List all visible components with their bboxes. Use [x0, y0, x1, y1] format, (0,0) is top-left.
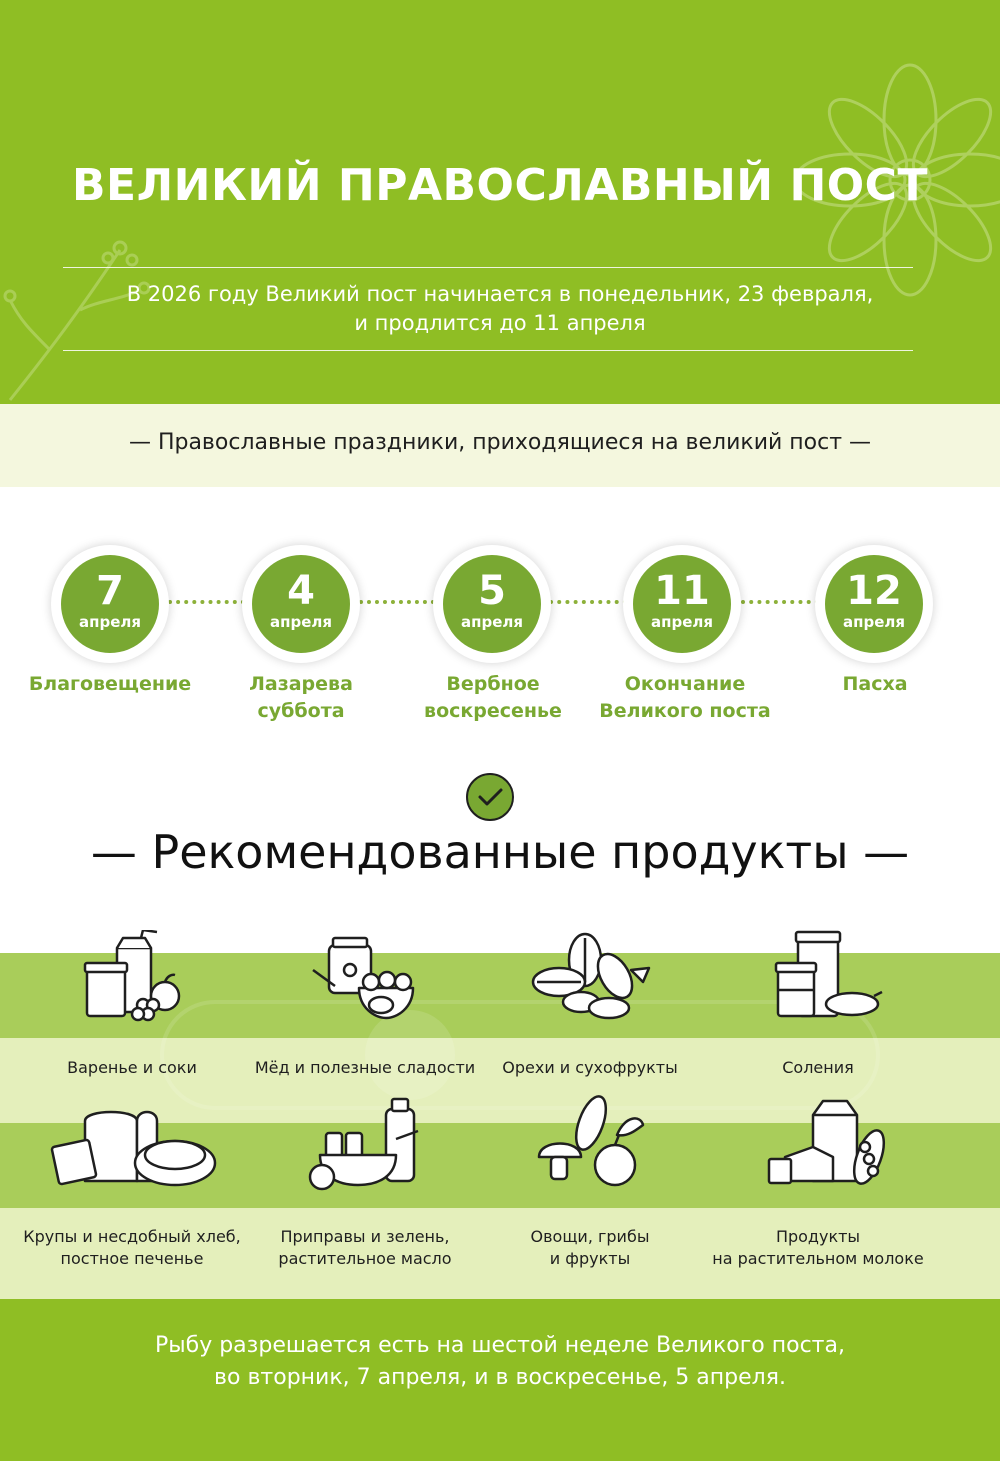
- holiday-name-annunciation: Благовещение: [28, 673, 192, 695]
- date-badge-easter: [815, 545, 933, 663]
- spices-oil-icon: [300, 1095, 430, 1195]
- date-day: 7: [96, 568, 124, 614]
- holidays-timeline: [0, 545, 1000, 735]
- date-day: 12: [846, 568, 902, 614]
- date-month: апреля: [650, 613, 713, 631]
- date-badge-annunciation: [51, 545, 169, 663]
- date-badge-end-of-lent: [623, 545, 741, 663]
- product-spices-oil: [245, 1095, 485, 1195]
- date-badge-lazarus-saturday: [242, 545, 360, 663]
- jam-juice-icon: [77, 930, 187, 1025]
- holiday-name-lazarus-saturday: Лазарева суббота: [249, 673, 353, 722]
- product-plant-milk: [706, 1095, 946, 1195]
- timeline-connector: [168, 600, 245, 604]
- product-vegetables-mushrooms: [470, 1095, 710, 1195]
- footer-line-1: Рыбу разрешается есть на шестой неделе Великого поста,: [155, 1333, 845, 1358]
- product-label-plant-milk: Продукты на растительном молоке: [712, 1227, 924, 1268]
- date-month: апреля: [842, 613, 905, 631]
- date-day: 5: [478, 568, 506, 614]
- date-month: апреля: [460, 613, 523, 631]
- date-badge-palm-sunday: [433, 545, 551, 663]
- date-day: 4: [287, 568, 315, 614]
- pickles-icon: [766, 930, 886, 1025]
- product-label-spices-oil: Приправы и зелень, растительное масло: [278, 1227, 452, 1268]
- product-nuts-dried-fruit: [470, 930, 710, 1025]
- product-honey-sweets: [245, 930, 485, 1025]
- products-heading: — Рекомендованные продукты —: [90, 825, 910, 879]
- product-pickles: [706, 930, 946, 1025]
- product-label-honey-sweets: Мёд и полезные сладости: [254, 1058, 476, 1077]
- title-divider-top: [63, 267, 913, 268]
- product-grains-bread: [12, 1095, 252, 1195]
- footer-line-2: во вторник, 7 апреля, и в воскресенье, 5 апреля.: [214, 1365, 786, 1390]
- product-label-grains-bread: Крупы и несдобный хлеб, постное печенье: [23, 1227, 241, 1268]
- product-label-nuts-dried-fruit: Орехи и сухофрукты: [502, 1058, 678, 1077]
- holidays-heading: — Православные праздники, приходящиеся на великий пост —: [128, 430, 872, 455]
- header-banner: [0, 0, 1000, 404]
- page-title: ВЕЛИКИЙ ПРАВОСЛАВНЫЙ ПОСТ: [72, 160, 928, 211]
- grains-bread-icon: [47, 1095, 217, 1195]
- timeline-connector: [549, 600, 627, 604]
- product-label-vegetables-mushrooms: Овощи, грибы и фрукты: [530, 1227, 650, 1268]
- nuts-dried-fruit-icon: [525, 930, 655, 1025]
- product-jam-juice: [12, 930, 252, 1025]
- date-month: апреля: [269, 613, 332, 631]
- title-divider-bottom: [63, 350, 913, 351]
- holiday-name-easter: Пасха: [842, 673, 908, 695]
- product-label-jam-juice: Варенье и соки: [67, 1058, 197, 1077]
- checkmark-icon: [465, 772, 515, 822]
- date-month: апреля: [78, 613, 141, 631]
- product-label-pickles: Соления: [782, 1058, 854, 1077]
- plant-milk-icon: [761, 1095, 891, 1195]
- date-day: 11: [654, 568, 710, 614]
- subtitle-line-2: и продлится до 11 апреля: [354, 311, 646, 335]
- subtitle-line-1: В 2026 году Великий пост начинается в понедельник, 23 февраля,: [126, 282, 874, 306]
- timeline-connector: [359, 600, 435, 604]
- fish-allowed-note: [0, 1330, 1000, 1394]
- holiday-name-palm-sunday: Вербное воскресенье: [424, 673, 562, 722]
- honey-sweets-icon: [305, 930, 425, 1025]
- timeline-connector: [741, 600, 819, 604]
- lent-dates-subtitle: [0, 280, 1000, 338]
- holiday-name-end-of-lent: Окончание Великого поста: [599, 673, 771, 722]
- vegetables-mushrooms-icon: [525, 1095, 655, 1195]
